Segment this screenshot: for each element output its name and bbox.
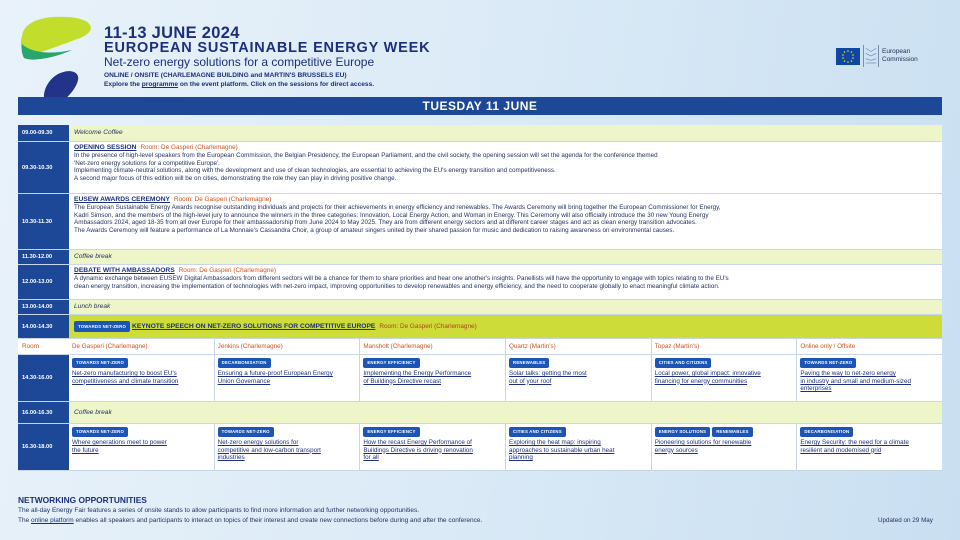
theme-tag: ENERGY SOLUTIONS [655,427,711,437]
session-link-line: How the recast Energy Performance of [363,438,472,446]
time-slot: 14.30-16.00 [18,355,69,401]
session-link-line: Paving the way to net-zero energy [800,369,896,377]
session-link-line: Net-zero manufacturing to boost EU's [72,369,177,377]
session-link[interactable] [218,370,357,385]
room-name: De Gasperi (Charlemagne) [69,339,214,354]
networking-text: The all-day Energy Fair features a series of onsite stands to allow participants to find more information and further networking opportunities. [18,507,420,514]
explore-post: on the event platform. Click on the sessions for direct access. [178,81,375,88]
room-label: Room [18,339,69,354]
session-desc: A second major focus of this edition will be on cities, demonstrating the role they can play in driving positive change. [74,175,397,183]
parallel-session[interactable] [505,424,651,470]
session-link-line: competitiveness and climate transition [72,377,179,385]
keynote-cell [69,315,942,338]
session-link-line: Solar talks: getting the most [509,369,587,377]
agenda-row [18,125,942,142]
session-desc: Implementing climate-neutral solutions, along with the development and use of clean technologies, are essential to achieving the EU's energy transition and competitiveness. [74,167,556,175]
commission-name [882,48,918,64]
event-name: EUROPEAN SUSTAINABLE ENERGY WEEK [104,40,431,56]
theme-tag: TOWARDS NET-ZERO [74,321,130,331]
theme-tag: CITIES AND CITIZENS [655,358,712,368]
parallel-session[interactable] [796,355,942,401]
parallel-session[interactable] [651,355,797,401]
room-header-row [18,339,942,355]
session-link-line: Where generations meet to power [72,438,167,446]
parallel-session[interactable] [214,424,360,470]
parallel-session[interactable] [69,424,214,470]
session-title-link[interactable]: EUSEW AWARDS CEREMONY [74,196,170,203]
session-link[interactable] [800,439,939,454]
agenda-row [18,402,942,424]
time-slot: 09.00-09.30 [18,125,69,141]
session-link-line: Exploring the heat map: inspiring [509,438,601,446]
session-desc: The European Sustainable Energy Awards recognise outstanding individuals and projects for their achievements in energy efficiency and renewables. The Awards Ceremony will bring together the European Commissioner for Energy, [74,203,721,211]
parallel-session[interactable] [796,424,942,470]
session-cell [69,265,942,299]
room-name: Online only / Offsite [796,339,942,354]
break-label: Lunch break [69,300,942,314]
session-desc: 'Net-zero energy solutions for a competitive Europe'. [74,159,220,167]
time-slot: 10.30-11.30 [18,194,69,249]
session-link-line: energy sources [654,446,698,454]
session-link[interactable] [72,439,211,454]
session-link-line: enterprises [800,385,832,393]
theme-tag: DECARBONISATION [800,427,853,437]
session-room: Room: De Gasperi (Charlemagne) [173,196,272,203]
break-label: Coffee break [69,250,942,264]
session-desc: clean energy transition, increasing the implementation of technologies with net-zero impact, improving opportunities to develop renewables and energy efficiency, and the need to cooperate globally to enact meaningful climate action. [74,282,720,290]
session-cell [69,194,942,249]
eu-flag-icon [836,48,860,65]
break-label: Welcome Coffee [69,125,942,141]
agenda-row [18,142,942,194]
session-desc: A dynamic exchange between EUSEW Digital Ambassadors from different sectors will be a chance for them to share priorities and hear one another's insights. Panellists will have the opportunity to engage with topics relating to the EU's [74,274,729,282]
online-platform-link[interactable]: online platform [31,517,74,524]
session-room: Room: De Gasperi (Charlemagne) [379,322,477,330]
session-link-line: the future [72,446,99,454]
time-slot: 09.30-10.30 [18,142,69,193]
theme-tag: CITIES AND CITIZENS [509,427,566,437]
european-commission-logo [836,41,944,71]
theme-tag: ENERGY EFFICIENCY [363,358,419,368]
session-link[interactable] [655,439,794,454]
agenda-row [18,300,942,315]
event-location: ONLINE / ONSITE (CHARLEMAGNE BUILDING and MARTIN'S BRUSSELS EU) [104,72,347,79]
time-slot: 12.00-13.00 [18,265,69,299]
session-link-line: Implementing the Energy Performance [363,369,472,377]
session-link-line: planning [509,454,533,462]
room-name: Mansholt (Charlemagne) [359,339,505,354]
time-slot: 11.30-12.00 [18,250,69,264]
agenda-row [18,265,942,300]
theme-tag: ENERGY EFFICIENCY [363,427,419,437]
session-link[interactable] [218,439,357,462]
time-slot: 14.00-14.30 [18,315,69,338]
session-desc: In the presence of high-level speakers from the European Commission, the Belgian Presidency, the European Parliament, and the civil society, the opening session will set the agenda for the conference themed [74,151,658,159]
explore-text [104,81,374,88]
session-link-line: approaches to sustainable urban heat [509,446,615,454]
networking-heading: NETWORKING OPPORTUNITIES [18,495,147,505]
agenda-row [18,194,942,250]
room-name: Jenkins (Charlemagne) [214,339,360,354]
time-slot: 13.00-14.00 [18,300,69,314]
session-link-line: out of your roof [509,377,552,385]
event-theme: Net-zero energy solutions for a competitive Europe [104,55,375,69]
time-slot: 16.00-16.30 [18,402,69,423]
session-link[interactable] [655,370,794,385]
session-room: Room: De Gasperi (Charlemagne) [140,144,238,151]
agenda-row [18,424,942,471]
session-link-line: Ensuring a future-proof European Energy [217,369,333,377]
session-title-link[interactable]: KEYNOTE SPEECH ON NET-ZERO SOLUTIONS FOR COMPETITIVE EUROPE [132,322,376,330]
day-heading: TUESDAY 11 JUNE [18,97,942,115]
session-link[interactable] [363,370,502,385]
parallel-sessions [69,424,942,470]
session-cell [69,142,942,193]
session-title-link[interactable]: DEBATE WITH AMBASSADORS [74,267,175,274]
session-desc: Ambassadors 2024, aged 18-35 from all over Europe for their ambassadorship from June 2024 to May 2025. They are from different energy sectors and at different career stages and act as clean energy transition advocates. [74,219,697,227]
session-room: Room: De Gasperi (Charlemagne) [178,267,277,274]
explore-pre: Explore the [104,81,142,88]
session-link[interactable] [509,439,648,462]
theme-tag: TOWARDS NET-ZERO [72,358,128,368]
updated-date: Updated on 29 May [878,517,933,524]
parallel-session[interactable] [359,424,505,470]
session-link[interactable] [800,370,939,393]
theme-tag: RENEWABLES [712,427,752,437]
theme-tag: RENEWABLES [509,358,549,368]
session-link-line: in industry and small and medium-sized [800,377,911,385]
parallel-session[interactable] [651,424,797,470]
parallel-session[interactable] [505,355,651,401]
theme-tag: DECARBONISATION [218,358,271,368]
parallel-session[interactable] [69,355,214,401]
agenda-row [18,355,942,402]
parallel-session[interactable] [359,355,505,401]
session-link-line: for all [363,454,379,462]
theme-tag: TOWARDS NET-ZERO [800,358,856,368]
session-link-line: resilient and modernised grid [800,446,882,454]
room-name: Quartz (Martin's) [505,339,651,354]
parallel-session[interactable] [214,355,360,401]
session-link[interactable] [363,439,502,462]
break-label: Coffee break [69,402,942,423]
session-link-line: Pioneering solutions for renewable [654,438,752,446]
session-link-line: Net-zero energy solutions for [217,438,299,446]
room-name: Topaz (Martin's) [651,339,797,354]
theme-tag: TOWARDS NET-ZERO [72,427,128,437]
commission-name-line1: European [882,48,911,55]
agenda-table [18,125,942,471]
agenda-row [18,315,942,339]
time-slot: 16.30-18.00 [18,424,69,470]
session-desc: Kadri Simson, and the members of the high-level jury to announce the winners in the three categories: Innovation, Local Energy Action, and Woman in Energy. This Ceremony will also officially introduce the 30 new Young Energy [74,211,709,219]
session-link-line: financing for energy communities [654,377,748,385]
networking-text-2 [18,517,482,524]
event-dates: 11-13 JUNE 2024 [104,24,240,42]
session-link[interactable] [509,370,648,385]
agenda-row [18,250,942,265]
session-link-line: industries [217,454,245,462]
networking-pre: The [18,517,32,524]
programme-link[interactable]: programme [141,81,179,88]
session-link-line: Local power, global impact: innovative [654,369,761,377]
session-link-line: Energy Security: the need for a climate [800,438,909,446]
session-title-link[interactable]: OPENING SESSION [74,144,137,151]
session-link-line: of Buildings Directive recast [363,377,442,385]
session-desc: The Awards Ceremony will feature a performance of La Monnaie's Cassandra Choir, a group of amateur singers united by their shared passion for music and dedication to raising awareness on environmental causes. [74,227,675,235]
session-link[interactable] [72,370,211,385]
session-link-line: competitive and low-carbon transport [217,446,321,454]
parallel-sessions [69,355,942,401]
theme-tag: TOWARDS NET-ZERO [218,427,274,437]
commission-name-line2: Commission [882,56,918,63]
networking-post: enables all speakers and participants to interact on topics of their interest and create new connections before during and after the conference. [73,517,483,524]
room-columns [69,339,942,354]
commission-building-icon [863,45,879,67]
session-link-line: Union Governance [217,377,271,385]
session-link-line: Buildings Directive is driving renovation [363,446,473,454]
